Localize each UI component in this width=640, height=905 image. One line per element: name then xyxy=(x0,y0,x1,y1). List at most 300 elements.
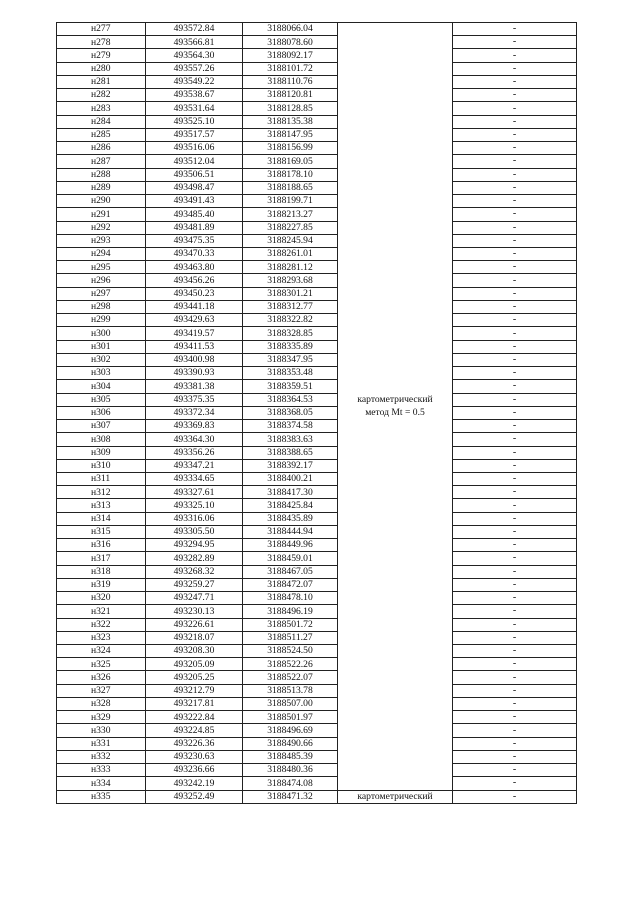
x-coordinate-cell: 493400.98 xyxy=(146,353,243,366)
y-coordinate-cell: 3188501.97 xyxy=(243,711,338,724)
point-name-cell: н330 xyxy=(57,724,146,737)
x-coordinate-cell: 493252.49 xyxy=(146,790,243,803)
dash-cell: - xyxy=(453,287,577,300)
table-row xyxy=(57,592,577,605)
x-coordinate-cell: 493369.83 xyxy=(146,420,243,433)
x-coordinate-cell: 493347.21 xyxy=(146,459,243,472)
point-name-cell: н308 xyxy=(57,433,146,446)
x-coordinate-cell: 493208.30 xyxy=(146,645,243,658)
point-name-cell: н306 xyxy=(57,406,146,419)
x-coordinate-cell: 493506.51 xyxy=(146,168,243,181)
method-cell: картометрический xyxy=(338,790,453,803)
table-row xyxy=(57,486,577,499)
point-name-cell: н328 xyxy=(57,697,146,710)
x-coordinate-cell: 493242.19 xyxy=(146,777,243,790)
y-coordinate-cell: 3188474.08 xyxy=(243,777,338,790)
x-coordinate-cell: 493450.23 xyxy=(146,287,243,300)
x-coordinate-cell: 493456.26 xyxy=(146,274,243,287)
x-coordinate-cell: 493230.13 xyxy=(146,605,243,618)
point-name-cell: н300 xyxy=(57,327,146,340)
dash-cell: - xyxy=(453,115,577,128)
x-coordinate-cell: 493372.34 xyxy=(146,406,243,419)
point-name-cell: н291 xyxy=(57,208,146,221)
table-row xyxy=(57,261,577,274)
point-name-cell: н285 xyxy=(57,128,146,141)
y-coordinate-cell: 3188522.26 xyxy=(243,658,338,671)
x-coordinate-cell: 493305.50 xyxy=(146,525,243,538)
dash-cell: - xyxy=(453,89,577,102)
point-name-cell: н331 xyxy=(57,737,146,750)
point-name-cell: н298 xyxy=(57,300,146,313)
x-coordinate-cell: 493205.09 xyxy=(146,658,243,671)
table-row xyxy=(57,645,577,658)
dash-cell: - xyxy=(453,195,577,208)
x-coordinate-cell: 493549.22 xyxy=(146,75,243,88)
y-coordinate-cell: 3188199.71 xyxy=(243,195,338,208)
x-coordinate-cell: 493226.61 xyxy=(146,618,243,631)
x-coordinate-cell: 493470.33 xyxy=(146,247,243,260)
x-coordinate-cell: 493481.89 xyxy=(146,221,243,234)
dash-cell: - xyxy=(453,499,577,512)
y-coordinate-cell: 3188135.38 xyxy=(243,115,338,128)
table-row xyxy=(57,36,577,49)
y-coordinate-cell: 3188496.69 xyxy=(243,724,338,737)
point-name-cell: н319 xyxy=(57,578,146,591)
y-coordinate-cell: 3188368.05 xyxy=(243,406,338,419)
x-coordinate-cell: 493498.47 xyxy=(146,181,243,194)
y-coordinate-cell: 3188485.39 xyxy=(243,750,338,763)
point-name-cell: н295 xyxy=(57,261,146,274)
y-coordinate-cell: 3188101.72 xyxy=(243,62,338,75)
point-name-cell: н318 xyxy=(57,565,146,578)
table-row xyxy=(57,684,577,697)
y-coordinate-cell: 3188444.94 xyxy=(243,525,338,538)
table-row xyxy=(57,459,577,472)
x-coordinate-cell: 493491.43 xyxy=(146,195,243,208)
y-coordinate-cell: 3188353.48 xyxy=(243,367,338,380)
table-row xyxy=(57,433,577,446)
y-coordinate-cell: 3188312.77 xyxy=(243,300,338,313)
y-coordinate-cell: 3188147.95 xyxy=(243,128,338,141)
table-row xyxy=(57,155,577,168)
dash-cell: - xyxy=(453,62,577,75)
x-coordinate-cell: 493334.65 xyxy=(146,472,243,485)
y-coordinate-cell: 3188522.07 xyxy=(243,671,338,684)
table-row xyxy=(57,340,577,353)
dash-cell: - xyxy=(453,711,577,724)
dash-cell: - xyxy=(453,420,577,433)
dash-cell: - xyxy=(453,247,577,260)
table-row xyxy=(57,512,577,525)
point-name-cell: н321 xyxy=(57,605,146,618)
dash-cell: - xyxy=(453,340,577,353)
table-row xyxy=(57,195,577,208)
y-coordinate-cell: 3188301.21 xyxy=(243,287,338,300)
dash-cell: - xyxy=(453,433,577,446)
table-row xyxy=(57,790,577,803)
x-coordinate-cell: 493572.84 xyxy=(146,23,243,36)
point-name-cell: н332 xyxy=(57,750,146,763)
dash-cell: - xyxy=(453,565,577,578)
y-coordinate-cell: 3188178.10 xyxy=(243,168,338,181)
point-name-cell: н311 xyxy=(57,472,146,485)
y-coordinate-cell: 3188392.17 xyxy=(243,459,338,472)
point-name-cell: н293 xyxy=(57,234,146,247)
table-row xyxy=(57,142,577,155)
point-name-cell: н303 xyxy=(57,367,146,380)
point-name-cell: н314 xyxy=(57,512,146,525)
x-coordinate-cell: 493224.85 xyxy=(146,724,243,737)
x-coordinate-cell: 493375.35 xyxy=(146,393,243,406)
point-name-cell: н307 xyxy=(57,420,146,433)
dash-cell: - xyxy=(453,764,577,777)
dash-cell: - xyxy=(453,750,577,763)
point-name-cell: н286 xyxy=(57,142,146,155)
y-coordinate-cell: 3188110.76 xyxy=(243,75,338,88)
table-row xyxy=(57,420,577,433)
table-row xyxy=(57,62,577,75)
point-name-cell: н327 xyxy=(57,684,146,697)
x-coordinate-cell: 493259.27 xyxy=(146,578,243,591)
dash-cell: - xyxy=(453,36,577,49)
point-name-cell: н288 xyxy=(57,168,146,181)
x-coordinate-cell: 493512.04 xyxy=(146,155,243,168)
dash-cell: - xyxy=(453,234,577,247)
table-row xyxy=(57,23,577,36)
table-row xyxy=(57,89,577,102)
x-coordinate-cell: 493230.63 xyxy=(146,750,243,763)
method-label-line2: метод Mt = 0.5 xyxy=(365,407,425,419)
y-coordinate-cell: 3188066.04 xyxy=(243,23,338,36)
dash-cell: - xyxy=(453,645,577,658)
point-name-cell: н290 xyxy=(57,195,146,208)
table-row xyxy=(57,380,577,393)
dash-cell: - xyxy=(453,367,577,380)
dash-cell: - xyxy=(453,75,577,88)
y-coordinate-cell: 3188092.17 xyxy=(243,49,338,62)
table-row xyxy=(57,367,577,380)
dash-cell: - xyxy=(453,274,577,287)
dash-cell: - xyxy=(453,578,577,591)
y-coordinate-cell: 3188496.19 xyxy=(243,605,338,618)
y-coordinate-cell: 3188156.99 xyxy=(243,142,338,155)
table-row xyxy=(57,314,577,327)
point-name-cell: н309 xyxy=(57,446,146,459)
point-name-cell: н277 xyxy=(57,23,146,36)
dash-cell: - xyxy=(453,23,577,36)
y-coordinate-cell: 3188467.05 xyxy=(243,565,338,578)
point-name-cell: н279 xyxy=(57,49,146,62)
x-coordinate-cell: 493364.30 xyxy=(146,433,243,446)
dash-cell: - xyxy=(453,128,577,141)
table-row xyxy=(57,274,577,287)
dash-cell: - xyxy=(453,552,577,565)
x-coordinate-cell: 493268.32 xyxy=(146,565,243,578)
point-name-cell: н333 xyxy=(57,764,146,777)
table-row xyxy=(57,737,577,750)
dash-cell: - xyxy=(453,168,577,181)
y-coordinate-cell: 3188480.36 xyxy=(243,764,338,777)
table-row xyxy=(57,525,577,538)
table-row xyxy=(57,287,577,300)
point-name-cell: н294 xyxy=(57,247,146,260)
point-name-cell: н278 xyxy=(57,36,146,49)
table-row xyxy=(57,618,577,631)
table-row xyxy=(57,777,577,790)
x-coordinate-cell: 493356.26 xyxy=(146,446,243,459)
point-name-cell: н301 xyxy=(57,340,146,353)
x-coordinate-cell: 493475.35 xyxy=(146,234,243,247)
dash-cell: - xyxy=(453,671,577,684)
y-coordinate-cell: 3188078.60 xyxy=(243,36,338,49)
point-name-cell: н281 xyxy=(57,75,146,88)
point-name-cell: н304 xyxy=(57,380,146,393)
dash-cell: - xyxy=(453,261,577,274)
dash-cell: - xyxy=(453,393,577,406)
dash-cell: - xyxy=(453,459,577,472)
table-row xyxy=(57,539,577,552)
dash-cell: - xyxy=(453,486,577,499)
y-coordinate-cell: 3188449.96 xyxy=(243,539,338,552)
dash-cell: - xyxy=(453,525,577,538)
y-coordinate-cell: 3188261.01 xyxy=(243,247,338,260)
point-name-cell: н292 xyxy=(57,221,146,234)
y-coordinate-cell: 3188322.82 xyxy=(243,314,338,327)
y-coordinate-cell: 3188417.30 xyxy=(243,486,338,499)
method-merged-cell xyxy=(338,23,453,791)
x-coordinate-cell: 493381.38 xyxy=(146,380,243,393)
y-coordinate-cell: 3188471.32 xyxy=(243,790,338,803)
table-row xyxy=(57,724,577,737)
y-coordinate-cell: 3188347.95 xyxy=(243,353,338,366)
table-row xyxy=(57,247,577,260)
x-coordinate-cell: 493327.61 xyxy=(146,486,243,499)
x-coordinate-cell: 493226.36 xyxy=(146,737,243,750)
point-name-cell: н324 xyxy=(57,645,146,658)
y-coordinate-cell: 3188459.01 xyxy=(243,552,338,565)
dash-cell: - xyxy=(453,406,577,419)
point-name-cell: н297 xyxy=(57,287,146,300)
coordinates-table-body xyxy=(57,23,577,804)
dash-cell: - xyxy=(453,327,577,340)
point-name-cell: н302 xyxy=(57,353,146,366)
table-row xyxy=(57,764,577,777)
y-coordinate-cell: 3188245.94 xyxy=(243,234,338,247)
x-coordinate-cell: 493564.30 xyxy=(146,49,243,62)
y-coordinate-cell: 3188524.50 xyxy=(243,645,338,658)
table-row xyxy=(57,75,577,88)
y-coordinate-cell: 3188188.65 xyxy=(243,181,338,194)
table-row xyxy=(57,750,577,763)
x-coordinate-cell: 493485.40 xyxy=(146,208,243,221)
table-row xyxy=(57,711,577,724)
x-coordinate-cell: 493282.89 xyxy=(146,552,243,565)
table-row xyxy=(57,353,577,366)
table-row xyxy=(57,393,577,406)
table-row xyxy=(57,181,577,194)
dash-cell: - xyxy=(453,221,577,234)
x-coordinate-cell: 493557.26 xyxy=(146,62,243,75)
y-coordinate-cell: 3188169.05 xyxy=(243,155,338,168)
x-coordinate-cell: 493205.25 xyxy=(146,671,243,684)
dash-cell: - xyxy=(453,155,577,168)
dash-cell: - xyxy=(453,380,577,393)
dash-cell: - xyxy=(453,300,577,313)
x-coordinate-cell: 493217.81 xyxy=(146,697,243,710)
y-coordinate-cell: 3188328.85 xyxy=(243,327,338,340)
dash-cell: - xyxy=(453,631,577,644)
y-coordinate-cell: 3188472.07 xyxy=(243,578,338,591)
point-name-cell: н322 xyxy=(57,618,146,631)
point-name-cell: н289 xyxy=(57,181,146,194)
point-name-cell: н335 xyxy=(57,790,146,803)
table-row xyxy=(57,631,577,644)
dash-cell: - xyxy=(453,790,577,803)
x-coordinate-cell: 493247.71 xyxy=(146,592,243,605)
table-row xyxy=(57,697,577,710)
point-name-cell: н282 xyxy=(57,89,146,102)
x-coordinate-cell: 493294.95 xyxy=(146,539,243,552)
point-name-cell: н310 xyxy=(57,459,146,472)
x-coordinate-cell: 493212.79 xyxy=(146,684,243,697)
table-row xyxy=(57,406,577,419)
y-coordinate-cell: 3188281.12 xyxy=(243,261,338,274)
point-name-cell: н323 xyxy=(57,631,146,644)
table-row xyxy=(57,565,577,578)
y-coordinate-cell: 3188293.68 xyxy=(243,274,338,287)
dash-cell: - xyxy=(453,737,577,750)
y-coordinate-cell: 3188435.89 xyxy=(243,512,338,525)
point-name-cell: н313 xyxy=(57,499,146,512)
point-name-cell: н329 xyxy=(57,711,146,724)
dash-cell: - xyxy=(453,181,577,194)
dash-cell: - xyxy=(453,142,577,155)
point-name-cell: н283 xyxy=(57,102,146,115)
point-name-cell: н326 xyxy=(57,671,146,684)
y-coordinate-cell: 3188364.53 xyxy=(243,393,338,406)
dash-cell: - xyxy=(453,605,577,618)
y-coordinate-cell: 3188335.89 xyxy=(243,340,338,353)
table-row xyxy=(57,327,577,340)
x-coordinate-cell: 493390.93 xyxy=(146,367,243,380)
y-coordinate-cell: 3188511.27 xyxy=(243,631,338,644)
x-coordinate-cell: 493325.10 xyxy=(146,499,243,512)
y-coordinate-cell: 3188227.85 xyxy=(243,221,338,234)
x-coordinate-cell: 493222.84 xyxy=(146,711,243,724)
dash-cell: - xyxy=(453,618,577,631)
point-name-cell: н325 xyxy=(57,658,146,671)
y-coordinate-cell: 3188425.84 xyxy=(243,499,338,512)
x-coordinate-cell: 493411.53 xyxy=(146,340,243,353)
y-coordinate-cell: 3188478.10 xyxy=(243,592,338,605)
y-coordinate-cell: 3188501.72 xyxy=(243,618,338,631)
table-row xyxy=(57,300,577,313)
dash-cell: - xyxy=(453,684,577,697)
point-name-cell: н299 xyxy=(57,314,146,327)
x-coordinate-cell: 493525.10 xyxy=(146,115,243,128)
table-row xyxy=(57,671,577,684)
table-row xyxy=(57,472,577,485)
y-coordinate-cell: 3188507.00 xyxy=(243,697,338,710)
x-coordinate-cell: 493441.18 xyxy=(146,300,243,313)
x-coordinate-cell: 493531.64 xyxy=(146,102,243,115)
point-name-cell: н280 xyxy=(57,62,146,75)
y-coordinate-cell: 3188513.78 xyxy=(243,684,338,697)
dash-cell: - xyxy=(453,314,577,327)
point-name-cell: н287 xyxy=(57,155,146,168)
table-row xyxy=(57,208,577,221)
table-row xyxy=(57,552,577,565)
point-name-cell: н320 xyxy=(57,592,146,605)
y-coordinate-cell: 3188383.63 xyxy=(243,433,338,446)
dash-cell: - xyxy=(453,697,577,710)
dash-cell: - xyxy=(453,208,577,221)
y-coordinate-cell: 3188374.58 xyxy=(243,420,338,433)
coordinates-table xyxy=(56,22,577,804)
y-coordinate-cell: 3188388.65 xyxy=(243,446,338,459)
dash-cell: - xyxy=(453,49,577,62)
dash-cell: - xyxy=(453,724,577,737)
dash-cell: - xyxy=(453,777,577,790)
point-name-cell: н317 xyxy=(57,552,146,565)
x-coordinate-cell: 493429.63 xyxy=(146,314,243,327)
dash-cell: - xyxy=(453,592,577,605)
table-row xyxy=(57,115,577,128)
table-row xyxy=(57,102,577,115)
y-coordinate-cell: 3188128.85 xyxy=(243,102,338,115)
dash-cell: - xyxy=(453,472,577,485)
point-name-cell: н305 xyxy=(57,393,146,406)
y-coordinate-cell: 3188400.21 xyxy=(243,472,338,485)
table-row xyxy=(57,605,577,618)
table-row xyxy=(57,49,577,62)
y-coordinate-cell: 3188120.81 xyxy=(243,89,338,102)
point-name-cell: н316 xyxy=(57,539,146,552)
table-row xyxy=(57,221,577,234)
dash-cell: - xyxy=(453,658,577,671)
x-coordinate-cell: 493566.81 xyxy=(146,36,243,49)
y-coordinate-cell: 3188213.27 xyxy=(243,208,338,221)
dash-cell: - xyxy=(453,353,577,366)
table-row xyxy=(57,578,577,591)
point-name-cell: н296 xyxy=(57,274,146,287)
x-coordinate-cell: 493463.80 xyxy=(146,261,243,274)
x-coordinate-cell: 493517.57 xyxy=(146,128,243,141)
dash-cell: - xyxy=(453,102,577,115)
x-coordinate-cell: 493236.66 xyxy=(146,764,243,777)
y-coordinate-cell: 3188359.51 xyxy=(243,380,338,393)
x-coordinate-cell: 493316.06 xyxy=(146,512,243,525)
table-row xyxy=(57,658,577,671)
table-row xyxy=(57,499,577,512)
y-coordinate-cell: 3188490.66 xyxy=(243,737,338,750)
dash-cell: - xyxy=(453,539,577,552)
x-coordinate-cell: 493218.07 xyxy=(146,631,243,644)
table-row xyxy=(57,234,577,247)
point-name-cell: н312 xyxy=(57,486,146,499)
table-row xyxy=(57,168,577,181)
x-coordinate-cell: 493419.57 xyxy=(146,327,243,340)
x-coordinate-cell: 493516.06 xyxy=(146,142,243,155)
dash-cell: - xyxy=(453,446,577,459)
x-coordinate-cell: 493538.67 xyxy=(146,89,243,102)
table-row xyxy=(57,128,577,141)
dash-cell: - xyxy=(453,512,577,525)
point-name-cell: н315 xyxy=(57,525,146,538)
table-row xyxy=(57,446,577,459)
method-label-line1: картометрический xyxy=(357,394,433,406)
point-name-cell: н284 xyxy=(57,115,146,128)
